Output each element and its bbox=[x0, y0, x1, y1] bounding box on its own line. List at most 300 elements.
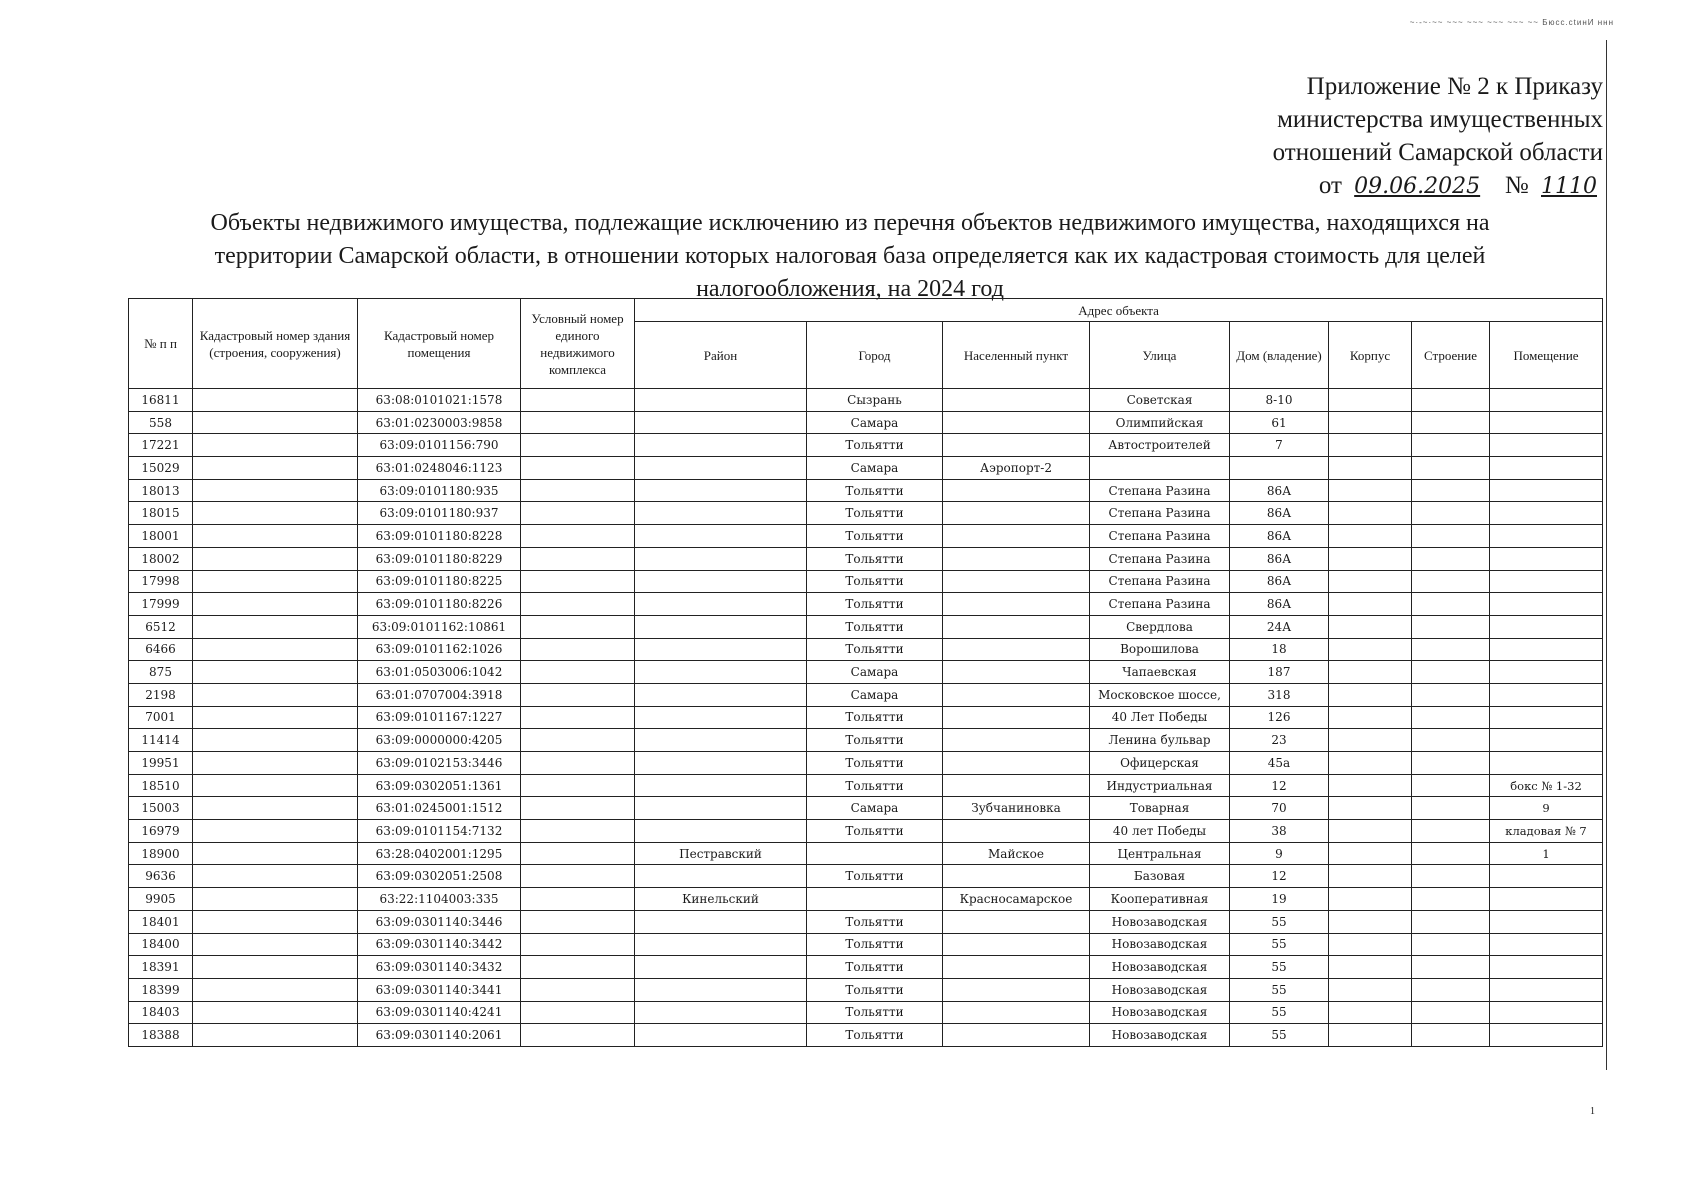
cell-building-cad bbox=[193, 638, 358, 661]
cell-premises-cad: 63:09:0101156:790 bbox=[358, 434, 521, 457]
cell-complex-num bbox=[521, 661, 635, 684]
cell-building-cad bbox=[193, 479, 358, 502]
cell-korpus bbox=[1329, 661, 1412, 684]
table-body bbox=[129, 389, 1603, 1047]
header-korpus: Корпус bbox=[1329, 322, 1412, 389]
date-prefix: от bbox=[1318, 172, 1342, 199]
cell-num: 18015 bbox=[129, 502, 193, 525]
cell-house: 86А bbox=[1230, 525, 1329, 548]
cell-stroenie bbox=[1412, 389, 1490, 412]
cell-settlement bbox=[943, 956, 1090, 979]
cell-stroenie bbox=[1412, 615, 1490, 638]
cell-district bbox=[635, 570, 807, 593]
cell-complex-num bbox=[521, 638, 635, 661]
cell-room bbox=[1490, 706, 1603, 729]
cell-num: 18001 bbox=[129, 525, 193, 548]
cell-room bbox=[1490, 479, 1603, 502]
cell-complex-num bbox=[521, 978, 635, 1001]
cell-city: Тольятти bbox=[807, 729, 943, 752]
cell-num: 18388 bbox=[129, 1024, 193, 1047]
cell-settlement bbox=[943, 1024, 1090, 1047]
cell-district bbox=[635, 525, 807, 548]
cell-settlement bbox=[943, 615, 1090, 638]
cell-district bbox=[635, 479, 807, 502]
cell-stroenie bbox=[1412, 479, 1490, 502]
cell-room: бокс № 1-32 bbox=[1490, 774, 1603, 797]
cell-district bbox=[635, 933, 807, 956]
cell-num: 17999 bbox=[129, 593, 193, 616]
cell-street: Новозаводская bbox=[1090, 933, 1230, 956]
cell-premises-cad: 63:09:0301140:3446 bbox=[358, 910, 521, 933]
cell-room bbox=[1490, 547, 1603, 570]
cell-num: 18403 bbox=[129, 1001, 193, 1024]
cell-district bbox=[635, 978, 807, 1001]
cell-premises-cad: 63:09:0101180:8225 bbox=[358, 570, 521, 593]
cell-house: 55 bbox=[1230, 1001, 1329, 1024]
cell-street: Товарная bbox=[1090, 797, 1230, 820]
cell-stroenie bbox=[1412, 661, 1490, 684]
header-district: Район bbox=[635, 322, 807, 389]
cell-stroenie bbox=[1412, 797, 1490, 820]
table-row bbox=[129, 661, 1603, 684]
cell-stroenie bbox=[1412, 638, 1490, 661]
cell-room: 1 bbox=[1490, 842, 1603, 865]
cell-house: 70 bbox=[1230, 797, 1329, 820]
cell-building-cad bbox=[193, 615, 358, 638]
cell-num: 9636 bbox=[129, 865, 193, 888]
cell-korpus bbox=[1329, 888, 1412, 911]
table-header-row bbox=[129, 299, 1603, 322]
cell-settlement bbox=[943, 1001, 1090, 1024]
cell-street: Советская bbox=[1090, 389, 1230, 412]
cell-house: 55 bbox=[1230, 910, 1329, 933]
header-stroenie: Строение bbox=[1412, 322, 1490, 389]
cell-complex-num bbox=[521, 752, 635, 775]
cell-complex-num bbox=[521, 797, 635, 820]
cell-complex-num bbox=[521, 933, 635, 956]
cell-korpus bbox=[1329, 525, 1412, 548]
cell-house: 86А bbox=[1230, 593, 1329, 616]
table-row bbox=[129, 729, 1603, 752]
cell-stroenie bbox=[1412, 411, 1490, 434]
cell-building-cad bbox=[193, 434, 358, 457]
cell-street: Олимпийская bbox=[1090, 411, 1230, 434]
appendix-date-line bbox=[1273, 169, 1603, 203]
cell-complex-num bbox=[521, 502, 635, 525]
cell-city bbox=[807, 842, 943, 865]
table-row bbox=[129, 820, 1603, 843]
cell-city: Тольятти bbox=[807, 933, 943, 956]
cell-premises-cad: 63:09:0101180:8226 bbox=[358, 593, 521, 616]
cell-house: 61 bbox=[1230, 411, 1329, 434]
cell-house: 12 bbox=[1230, 865, 1329, 888]
table-row bbox=[129, 1024, 1603, 1047]
cell-house: 7 bbox=[1230, 434, 1329, 457]
cell-building-cad bbox=[193, 774, 358, 797]
cell-city: Тольятти bbox=[807, 570, 943, 593]
cell-room bbox=[1490, 434, 1603, 457]
cell-house: 55 bbox=[1230, 978, 1329, 1001]
cell-district bbox=[635, 706, 807, 729]
cell-room bbox=[1490, 411, 1603, 434]
cell-complex-num bbox=[521, 1024, 635, 1047]
table-row bbox=[129, 774, 1603, 797]
cell-premises-cad: 63:01:0230003:9858 bbox=[358, 411, 521, 434]
cell-stroenie bbox=[1412, 502, 1490, 525]
cell-korpus bbox=[1329, 865, 1412, 888]
cell-district bbox=[635, 411, 807, 434]
number-prefix: № bbox=[1504, 172, 1529, 199]
table-row bbox=[129, 615, 1603, 638]
cell-stroenie bbox=[1412, 752, 1490, 775]
order-date: 09.06.2025 bbox=[1354, 174, 1481, 199]
cell-city: Самара bbox=[807, 411, 943, 434]
table-row bbox=[129, 502, 1603, 525]
cell-district bbox=[635, 593, 807, 616]
cell-room bbox=[1490, 752, 1603, 775]
cell-settlement bbox=[943, 752, 1090, 775]
appendix-line-3: отношений Самарской области bbox=[1272, 139, 1603, 166]
cell-stroenie bbox=[1412, 457, 1490, 480]
cell-room bbox=[1490, 683, 1603, 706]
cell-city: Тольятти bbox=[807, 547, 943, 570]
cell-street: Ворошилова bbox=[1090, 638, 1230, 661]
table-row bbox=[129, 547, 1603, 570]
cell-stroenie bbox=[1412, 910, 1490, 933]
header-building-cad: Кадастровый номер здания (строения, сооружения) bbox=[193, 299, 358, 389]
cell-premises-cad: 63:09:0301140:3442 bbox=[358, 933, 521, 956]
table-row bbox=[129, 570, 1603, 593]
table-row bbox=[129, 389, 1603, 412]
cell-room bbox=[1490, 502, 1603, 525]
cell-street: Индустриальная bbox=[1090, 774, 1230, 797]
cell-room bbox=[1490, 956, 1603, 979]
cell-room bbox=[1490, 978, 1603, 1001]
cell-settlement: Зубчаниновка bbox=[943, 797, 1090, 820]
cell-stroenie bbox=[1412, 729, 1490, 752]
table-row bbox=[129, 797, 1603, 820]
cell-room bbox=[1490, 615, 1603, 638]
cell-district: Пестравский bbox=[635, 842, 807, 865]
cell-complex-num bbox=[521, 774, 635, 797]
cell-settlement bbox=[943, 593, 1090, 616]
cell-korpus bbox=[1329, 547, 1412, 570]
cell-building-cad bbox=[193, 389, 358, 412]
header-room: Помещение bbox=[1490, 322, 1603, 389]
cell-district bbox=[635, 956, 807, 979]
cell-city: Тольятти bbox=[807, 525, 943, 548]
cell-num: 18013 bbox=[129, 479, 193, 502]
cell-street: Степана Разина bbox=[1090, 525, 1230, 548]
cell-complex-num bbox=[521, 570, 635, 593]
cell-room bbox=[1490, 910, 1603, 933]
cell-stroenie bbox=[1412, 525, 1490, 548]
table-row bbox=[129, 479, 1603, 502]
cell-complex-num bbox=[521, 910, 635, 933]
table-row bbox=[129, 910, 1603, 933]
cell-num: 2198 bbox=[129, 683, 193, 706]
cell-street: Новозаводская bbox=[1090, 956, 1230, 979]
cell-korpus bbox=[1329, 706, 1412, 729]
cell-premises-cad: 63:09:0101180:8229 bbox=[358, 547, 521, 570]
cell-num: 19951 bbox=[129, 752, 193, 775]
cell-num: 18391 bbox=[129, 956, 193, 979]
cell-stroenie bbox=[1412, 706, 1490, 729]
cell-building-cad bbox=[193, 1024, 358, 1047]
cell-num: 9905 bbox=[129, 888, 193, 911]
cell-premises-cad: 63:01:0707004:3918 bbox=[358, 683, 521, 706]
cell-building-cad bbox=[193, 411, 358, 434]
cell-house: 86А bbox=[1230, 570, 1329, 593]
cell-complex-num bbox=[521, 479, 635, 502]
cell-building-cad bbox=[193, 820, 358, 843]
cell-korpus bbox=[1329, 1024, 1412, 1047]
cell-complex-num bbox=[521, 434, 635, 457]
cell-complex-num bbox=[521, 457, 635, 480]
cell-building-cad bbox=[193, 502, 358, 525]
cell-korpus bbox=[1329, 1001, 1412, 1024]
cell-district bbox=[635, 547, 807, 570]
cell-room bbox=[1490, 661, 1603, 684]
cell-room bbox=[1490, 729, 1603, 752]
cell-district bbox=[635, 1024, 807, 1047]
cell-complex-num bbox=[521, 411, 635, 434]
cell-stroenie bbox=[1412, 570, 1490, 593]
cell-settlement bbox=[943, 479, 1090, 502]
cell-settlement bbox=[943, 434, 1090, 457]
cell-premises-cad: 63:22:1104003:335 bbox=[358, 888, 521, 911]
cell-premises-cad: 63:01:0503006:1042 bbox=[358, 661, 521, 684]
cell-premises-cad: 63:09:0101180:8228 bbox=[358, 525, 521, 548]
cell-num: 18401 bbox=[129, 910, 193, 933]
cell-complex-num bbox=[521, 888, 635, 911]
header-premises-cad: Кадастровый номер помещения bbox=[358, 299, 521, 389]
cell-premises-cad: 63:09:0302051:1361 bbox=[358, 774, 521, 797]
table-row bbox=[129, 706, 1603, 729]
cell-settlement bbox=[943, 729, 1090, 752]
cell-korpus bbox=[1329, 729, 1412, 752]
cell-building-cad bbox=[193, 865, 358, 888]
cell-room bbox=[1490, 593, 1603, 616]
cell-settlement bbox=[943, 547, 1090, 570]
cell-room bbox=[1490, 1001, 1603, 1024]
appendix-line-1: Приложение № 2 к Приказу bbox=[1306, 73, 1603, 100]
cell-city: Тольятти bbox=[807, 593, 943, 616]
cell-settlement bbox=[943, 525, 1090, 548]
cell-settlement bbox=[943, 570, 1090, 593]
cell-complex-num bbox=[521, 865, 635, 888]
cell-city: Самара bbox=[807, 457, 943, 480]
cell-korpus bbox=[1329, 638, 1412, 661]
table-row bbox=[129, 525, 1603, 548]
cell-room bbox=[1490, 638, 1603, 661]
cell-street: Новозаводская bbox=[1090, 1001, 1230, 1024]
cell-house: 23 bbox=[1230, 729, 1329, 752]
cell-settlement bbox=[943, 865, 1090, 888]
cell-building-cad bbox=[193, 706, 358, 729]
cell-num: 6466 bbox=[129, 638, 193, 661]
cell-korpus bbox=[1329, 797, 1412, 820]
cell-stroenie bbox=[1412, 865, 1490, 888]
cell-house: 86А bbox=[1230, 502, 1329, 525]
cell-complex-num bbox=[521, 956, 635, 979]
cell-building-cad bbox=[193, 1001, 358, 1024]
property-table bbox=[128, 298, 1603, 1047]
cell-korpus bbox=[1329, 479, 1412, 502]
cell-building-cad bbox=[193, 457, 358, 480]
cell-building-cad bbox=[193, 933, 358, 956]
cell-stroenie bbox=[1412, 956, 1490, 979]
cell-district bbox=[635, 615, 807, 638]
table-row bbox=[129, 638, 1603, 661]
cell-premises-cad: 63:09:0301140:3432 bbox=[358, 956, 521, 979]
table-row bbox=[129, 842, 1603, 865]
cell-city: Тольятти bbox=[807, 820, 943, 843]
cell-korpus bbox=[1329, 615, 1412, 638]
cell-street bbox=[1090, 457, 1230, 480]
cell-korpus bbox=[1329, 842, 1412, 865]
cell-city: Самара bbox=[807, 661, 943, 684]
header-settlement: Населенный пункт bbox=[943, 322, 1090, 389]
cell-korpus bbox=[1329, 956, 1412, 979]
cell-korpus bbox=[1329, 502, 1412, 525]
cell-city: Тольятти bbox=[807, 502, 943, 525]
table-row bbox=[129, 1001, 1603, 1024]
cell-premises-cad: 63:09:0101162:10861 bbox=[358, 615, 521, 638]
cell-korpus bbox=[1329, 411, 1412, 434]
cell-house: 86А bbox=[1230, 479, 1329, 502]
cell-city: Самара bbox=[807, 797, 943, 820]
cell-district bbox=[635, 865, 807, 888]
cell-korpus bbox=[1329, 910, 1412, 933]
cell-building-cad bbox=[193, 752, 358, 775]
cell-street: Степана Разина bbox=[1090, 547, 1230, 570]
cell-room bbox=[1490, 525, 1603, 548]
cell-complex-num bbox=[521, 525, 635, 548]
cell-district bbox=[635, 389, 807, 412]
scan-edge-line bbox=[1606, 40, 1607, 1070]
cell-settlement bbox=[943, 706, 1090, 729]
cell-city: Тольятти bbox=[807, 706, 943, 729]
cell-street: Московское шоссе, bbox=[1090, 683, 1230, 706]
cell-korpus bbox=[1329, 933, 1412, 956]
cell-num: 18399 bbox=[129, 978, 193, 1001]
cell-korpus bbox=[1329, 593, 1412, 616]
cell-building-cad bbox=[193, 661, 358, 684]
cell-num: 18510 bbox=[129, 774, 193, 797]
cell-city: Тольятти bbox=[807, 978, 943, 1001]
cell-settlement bbox=[943, 978, 1090, 1001]
cell-city: Тольятти bbox=[807, 638, 943, 661]
cell-street: Степана Разина bbox=[1090, 502, 1230, 525]
cell-room bbox=[1490, 933, 1603, 956]
cell-settlement: Красносамарское bbox=[943, 888, 1090, 911]
cell-building-cad bbox=[193, 888, 358, 911]
cell-street: Автостроителей bbox=[1090, 434, 1230, 457]
cell-settlement bbox=[943, 910, 1090, 933]
cell-premises-cad: 63:09:0000000:4205 bbox=[358, 729, 521, 752]
cell-korpus bbox=[1329, 570, 1412, 593]
appendix-block bbox=[1273, 70, 1603, 203]
cell-num: 18400 bbox=[129, 933, 193, 956]
cell-building-cad bbox=[193, 910, 358, 933]
table-row bbox=[129, 956, 1603, 979]
header-house: Дом (владение) bbox=[1230, 322, 1329, 389]
table-row bbox=[129, 434, 1603, 457]
cell-stroenie bbox=[1412, 842, 1490, 865]
cell-street: 40 Лет Победы bbox=[1090, 706, 1230, 729]
cell-building-cad bbox=[193, 683, 358, 706]
cell-city: Самара bbox=[807, 683, 943, 706]
scan-mark: ~·-~·~~ ~~~ ~~~ ~~~ ~~~ ~~ Бюсс.сtинИ ннн bbox=[1409, 18, 1614, 27]
cell-district bbox=[635, 774, 807, 797]
cell-house: 19 bbox=[1230, 888, 1329, 911]
cell-house: 38 bbox=[1230, 820, 1329, 843]
cell-street: Чапаевская bbox=[1090, 661, 1230, 684]
cell-stroenie bbox=[1412, 593, 1490, 616]
cell-complex-num bbox=[521, 615, 635, 638]
cell-house: 45а bbox=[1230, 752, 1329, 775]
cell-district bbox=[635, 1001, 807, 1024]
cell-num: 16979 bbox=[129, 820, 193, 843]
cell-korpus bbox=[1329, 752, 1412, 775]
order-number: 1110 bbox=[1541, 174, 1597, 199]
cell-street: Свердлова bbox=[1090, 615, 1230, 638]
cell-korpus bbox=[1329, 434, 1412, 457]
cell-premises-cad: 63:08:0101021:1578 bbox=[358, 389, 521, 412]
cell-complex-num bbox=[521, 389, 635, 412]
cell-street: Степана Разина bbox=[1090, 479, 1230, 502]
cell-premises-cad: 63:09:0301140:2061 bbox=[358, 1024, 521, 1047]
cell-building-cad bbox=[193, 842, 358, 865]
cell-street: Центральная bbox=[1090, 842, 1230, 865]
cell-street: 40 лет Победы bbox=[1090, 820, 1230, 843]
cell-settlement: Майское bbox=[943, 842, 1090, 865]
cell-premises-cad: 63:28:0402001:1295 bbox=[358, 842, 521, 865]
cell-korpus bbox=[1329, 389, 1412, 412]
header-street: Улица bbox=[1090, 322, 1230, 389]
cell-street: Новозаводская bbox=[1090, 910, 1230, 933]
cell-num: 17998 bbox=[129, 570, 193, 593]
table-row bbox=[129, 933, 1603, 956]
cell-house: 55 bbox=[1230, 1024, 1329, 1047]
cell-stroenie bbox=[1412, 434, 1490, 457]
cell-house: 187 bbox=[1230, 661, 1329, 684]
cell-complex-num bbox=[521, 729, 635, 752]
cell-room bbox=[1490, 888, 1603, 911]
cell-room: 9 bbox=[1490, 797, 1603, 820]
document-title: Объекты недвижимого имущества, подлежащие исключению из перечня объектов недвижимого имущества, находящихся на территории Самарской области, в отношении которых налоговая база определяется как их кадастровая стоимость для целей налогообложения, на 2024 год bbox=[210, 210, 1490, 302]
cell-premises-cad: 63:09:0101167:1227 bbox=[358, 706, 521, 729]
cell-house: 126 bbox=[1230, 706, 1329, 729]
header-num: № п п bbox=[129, 299, 193, 389]
cell-district bbox=[635, 661, 807, 684]
cell-building-cad bbox=[193, 547, 358, 570]
cell-house: 24А bbox=[1230, 615, 1329, 638]
cell-num: 6512 bbox=[129, 615, 193, 638]
table-row bbox=[129, 683, 1603, 706]
cell-korpus bbox=[1329, 774, 1412, 797]
cell-district: Кинельский bbox=[635, 888, 807, 911]
cell-city: Тольятти bbox=[807, 865, 943, 888]
cell-house: 318 bbox=[1230, 683, 1329, 706]
cell-stroenie bbox=[1412, 888, 1490, 911]
cell-city: Тольятти bbox=[807, 774, 943, 797]
table-row bbox=[129, 865, 1603, 888]
page-number: 1 bbox=[1590, 1106, 1595, 1117]
cell-premises-cad: 63:09:0101162:1026 bbox=[358, 638, 521, 661]
cell-num: 15003 bbox=[129, 797, 193, 820]
